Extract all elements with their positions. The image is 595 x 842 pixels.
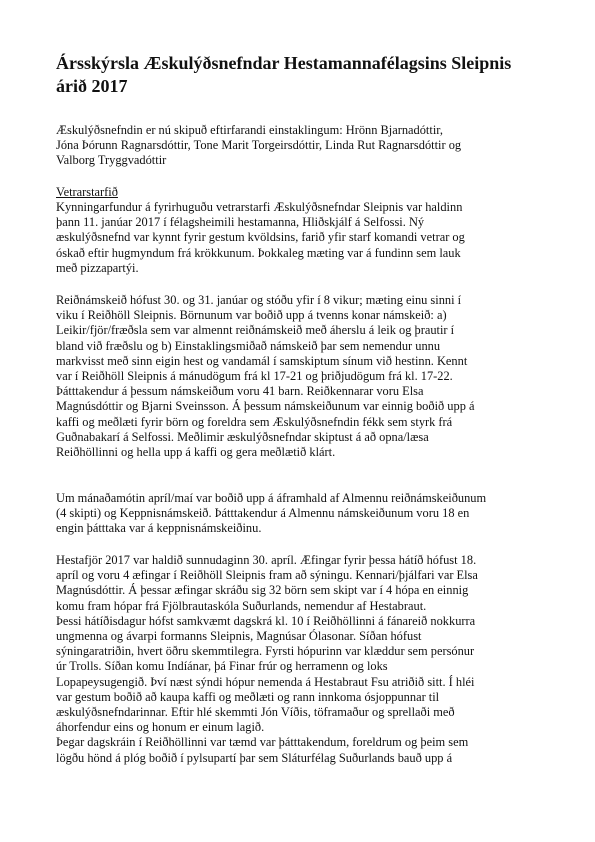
text-line: Valborg Tryggvadóttir: [56, 153, 167, 168]
text-line: lögðu hönd á plóg boðið í pylsupartí þar sem Sláturfélag Suðurlands bauð upp á: [56, 750, 453, 765]
title-line: Ársskýrsla Æskulýðsnefndar Hestamannafélagsins Sleipnis: [56, 53, 512, 73]
text-line: áhorfendur eins og honum er einum lagið.: [56, 720, 265, 735]
text-line: Magnúsdóttir. Á þessar æfingar skráðu sig 32 börn sem skipt var í 4 hópa en einnig: [56, 583, 469, 598]
text-line: Magnúsdóttir og Bjarni Sveinsson. Á þessum námskeiðunum var einnig boðið upp á: [56, 399, 475, 414]
text-line: Leikir/fjör/fræðsla sem var almennt reiðnámskeið með áherslu á leik og þrautir í: [56, 323, 455, 338]
intro-paragraph: [56, 123, 556, 169]
paragraph-hestafjor: [56, 553, 556, 766]
text-line: Lopapeysugengið. Því næst sýndi hópur nemenda á Hestabraut Fsu atriðið sitt. Í hléi: [56, 674, 475, 689]
text-line: engin þátttaka var á keppnisnámskeiðinu.: [56, 521, 262, 536]
document-title: [56, 52, 556, 98]
text-line: ungmenna og ávarpi formanns Sleipnis, Magnúsar Ólasonar. Síðan hófust: [56, 629, 422, 644]
section-heading-block: [56, 185, 556, 200]
text-line: með pizzapartýi.: [56, 260, 139, 275]
section-heading: Vetrarstarfið: [56, 185, 118, 199]
text-line: (4 skipti) og Keppnisnámskeið. Þátttakendur á Almennu námskeiðunum voru 18 en: [56, 506, 470, 521]
text-line: æskulýðsnefnd var kynnt fyrir gestum kvöldsins, farið yfir starf komandi vetrar og: [56, 230, 465, 245]
text-line: Kynningarfundur á fyrirhuguðu vetrarstarfi Æskulýðsnefndar Sleipnis var haldinn: [56, 200, 463, 214]
text-line: óskað eftir hugmyndum frá krökkunum. Þokkaleg mæting var á fundinn sem lauk: [56, 245, 461, 260]
text-line: æskulýðsnefndarinnar. Eftir hlé skemmti Jón Víðis, töframaður og sprellaði með: [56, 705, 455, 720]
text-line: apríl og voru 4 æfingar í Reiðhöll Sleipnis fram að sýningu. Kennari/þjálfari var Elsa: [56, 568, 478, 583]
text-line: Reiðhöllinni og hella upp á kaffi og gera meðlætið klárt.: [56, 445, 336, 460]
paragraph-reidnamskeid: [56, 293, 556, 460]
text-line: Þátttakendur á þessum námskeiðum voru 41 barn. Reiðkennarar voru Elsa: [56, 384, 424, 399]
text-line: markvisst með sinn eigin hest og vandamál í samskiptum sínum við hestinn. Kennt: [56, 353, 468, 368]
text-line: Um mánaðamótin apríl/maí var boðið upp á áframhald af Almennu reiðnámskeiðunum: [56, 491, 487, 505]
text-line: Þessi hátíðisdagur hófst samkvæmt dagskrá kl. 10 í Reiðhöllinni á fánareið nokkurra: [56, 613, 476, 628]
text-line: Reiðnámskeið hófust 30. og 31. janúar og stóðu yfir í 8 vikur; mæting einu sinni í: [56, 293, 462, 307]
text-line: Hestafjör 2017 var haldið sunnudaginn 30. apríl. Æfingar fyrir þessa hátíð hófust 18.: [56, 553, 477, 567]
paragraph-framhald: [56, 491, 556, 537]
text-line: úr Trolls. Síðan komu Indíánar, þá Finar frúr og herramenn og loks: [56, 659, 388, 674]
text-line: komu fram hópar frá Fjölbrautaskóla Suðurlands, nemendur af Hestabraut.: [56, 598, 427, 613]
text-line: Æskulýðsnefndin er nú skipuð eftirfarandi einstaklingum: Hrönn Bjarnadóttir,: [56, 123, 443, 137]
text-line: Guðnabakarí á Selfossi. Meðlimir æskulýðsnefndar skiptust á að opna/læsa: [56, 429, 429, 444]
text-line: Jóna Þórunn Ragnarsdóttir, Tone Marit Torgeirsdóttir, Linda Rut Ragnarsdóttir og: [56, 138, 462, 153]
text-line: þann 11. janúar 2017 í félagsheimili hestamanna, Hliðskjálf á Selfossi. Ný: [56, 215, 425, 230]
text-line: var gestum boðið að kaupa kaffi og meðlæti og rann innkoma ósjoppunnar til: [56, 689, 440, 704]
text-line: var í Reiðhöll Sleipnis á mánudögum frá kl 17-21 og þriðjudögum frá kl. 17-22.: [56, 369, 453, 384]
text-line: bland við fræðslu og b) Einstaklingsmiðað námskeið þar sem nemendur unnu: [56, 338, 441, 353]
title-line: árið 2017: [56, 76, 128, 96]
text-line: sýningaratriðin, hvert öðru skemmtilegra. Fyrsti hópurinn var klæddur sem persónur: [56, 644, 475, 659]
text-line: Þegar dagskráin í Reiðhöllinni var tæmd var þátttakendum, foreldrum og þeim sem: [56, 735, 469, 750]
text-line: viku í Reiðhöll Sleipnis. Börnunum var boðið upp á tvenns konar námskeið: a): [56, 308, 447, 323]
paragraph-kynningarfundur: [56, 200, 556, 276]
text-line: kaffi og meðlæti fyrir börn og foreldra sem Æskulýðsnefndin fékk sem styrk frá: [56, 414, 453, 429]
